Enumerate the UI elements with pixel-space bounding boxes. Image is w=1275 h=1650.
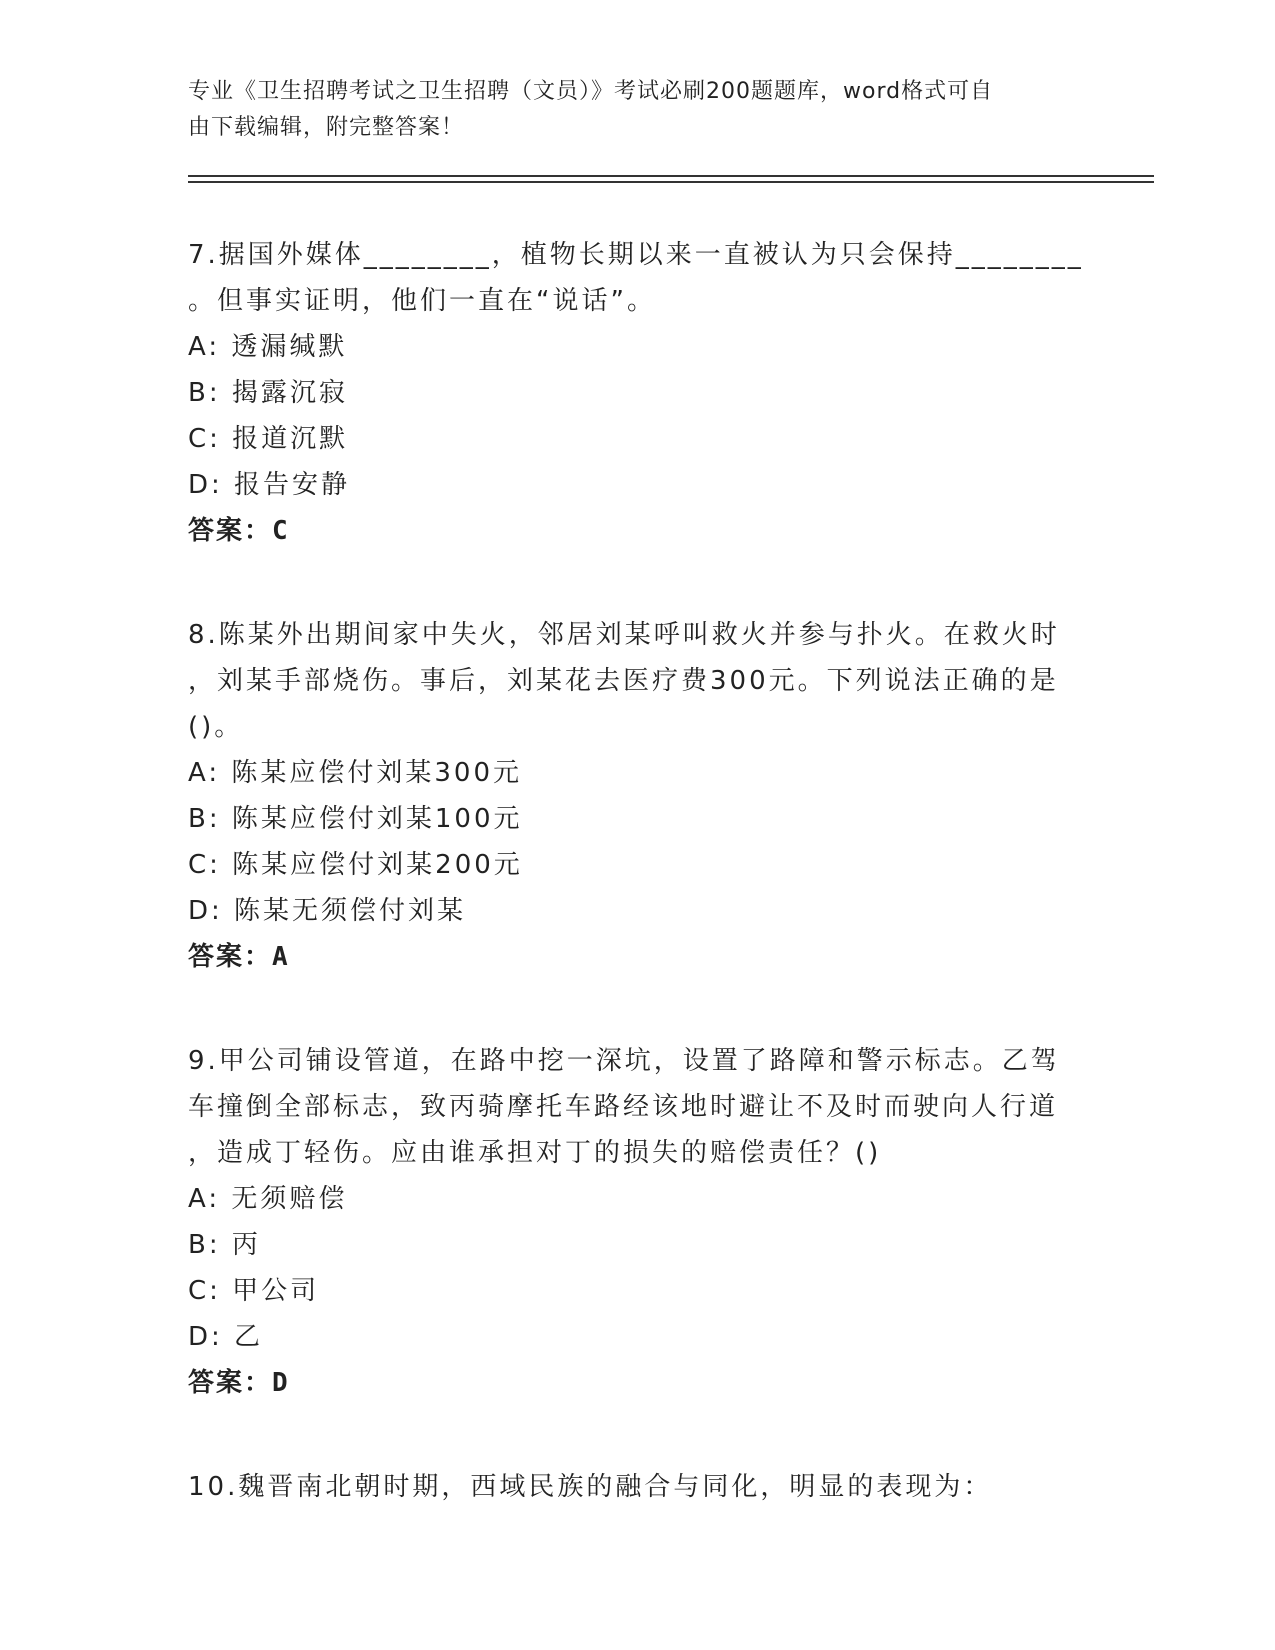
- option-b: B: 丙: [188, 1230, 261, 1260]
- question-9: [188, 1038, 1088, 1406]
- option-b: B: 陈某应偿付刘某100元: [188, 804, 523, 834]
- header-line: 由下载编辑，附完整答案！: [188, 115, 465, 140]
- answer-value: C: [272, 516, 291, 546]
- answer-label: 答案：: [188, 1368, 273, 1398]
- option-a: A: 透漏缄默: [188, 332, 348, 362]
- option-a: A: 陈某应偿付刘某300元: [188, 758, 522, 788]
- option-c: C: 甲公司: [188, 1276, 320, 1306]
- answer-label: 答案：: [188, 516, 273, 546]
- header-divider-top: [188, 175, 1154, 177]
- answer-line: [188, 934, 1088, 980]
- document-header: [188, 74, 1068, 146]
- option-d: D: 乙: [188, 1322, 264, 1352]
- question-text-line: 。但事实证明，他们一直在“说话”。: [188, 286, 656, 316]
- question-text-line: 9.甲公司铺设管道，在路中挖一深坑，设置了路障和警示标志。乙驾: [188, 1046, 1060, 1076]
- question-7: [188, 232, 1088, 554]
- question-text-line: 8.陈某外出期间家中失火，邻居刘某呼叫救火并参与扑火。在救火时: [188, 620, 1060, 650]
- question-text-line: ，造成丁轻伤。应由谁承担对丁的损失的赔偿责任？(): [188, 1138, 882, 1168]
- question-text-line: 7.据国外媒体________，植物长期以来一直被认为只会保持________: [188, 240, 1084, 270]
- option-a: A: 无须赔偿: [188, 1184, 348, 1214]
- question-text-line: ，刘某手部烧伤。事后，刘某花去医疗费300元。下列说法正确的是: [188, 666, 1059, 696]
- option-c: C: 报道沉默: [188, 424, 349, 454]
- question-text-line: ()。: [188, 712, 244, 742]
- answer-line: [188, 508, 1088, 554]
- answer-label: 答案：: [188, 942, 273, 972]
- header-divider-bottom: [188, 181, 1154, 183]
- answer-value: A: [272, 942, 291, 972]
- question-text-line: 车撞倒全部标志，致丙骑摩托车路经该地时避让不及时而驶向人行道: [188, 1092, 1059, 1122]
- option-d: D: 陈某无须偿付刘某: [188, 896, 467, 926]
- answer-value: D: [272, 1368, 291, 1398]
- question-list: [188, 232, 1088, 1568]
- question-10: [188, 1464, 1088, 1510]
- header-line: 专业《卫生招聘考试之卫生招聘（文员）》考试必刷200题题库，word格式可自: [188, 79, 994, 104]
- option-b: B: 揭露沉寂: [188, 378, 348, 408]
- option-d: D: 报告安静: [188, 470, 351, 500]
- answer-line: [188, 1360, 1088, 1406]
- option-c: C: 陈某应偿付刘某200元: [188, 850, 523, 880]
- question-text-line: 10.魏晋南北朝时期，西域民族的融合与同化，明显的表现为：: [188, 1472, 993, 1502]
- question-8: [188, 612, 1088, 980]
